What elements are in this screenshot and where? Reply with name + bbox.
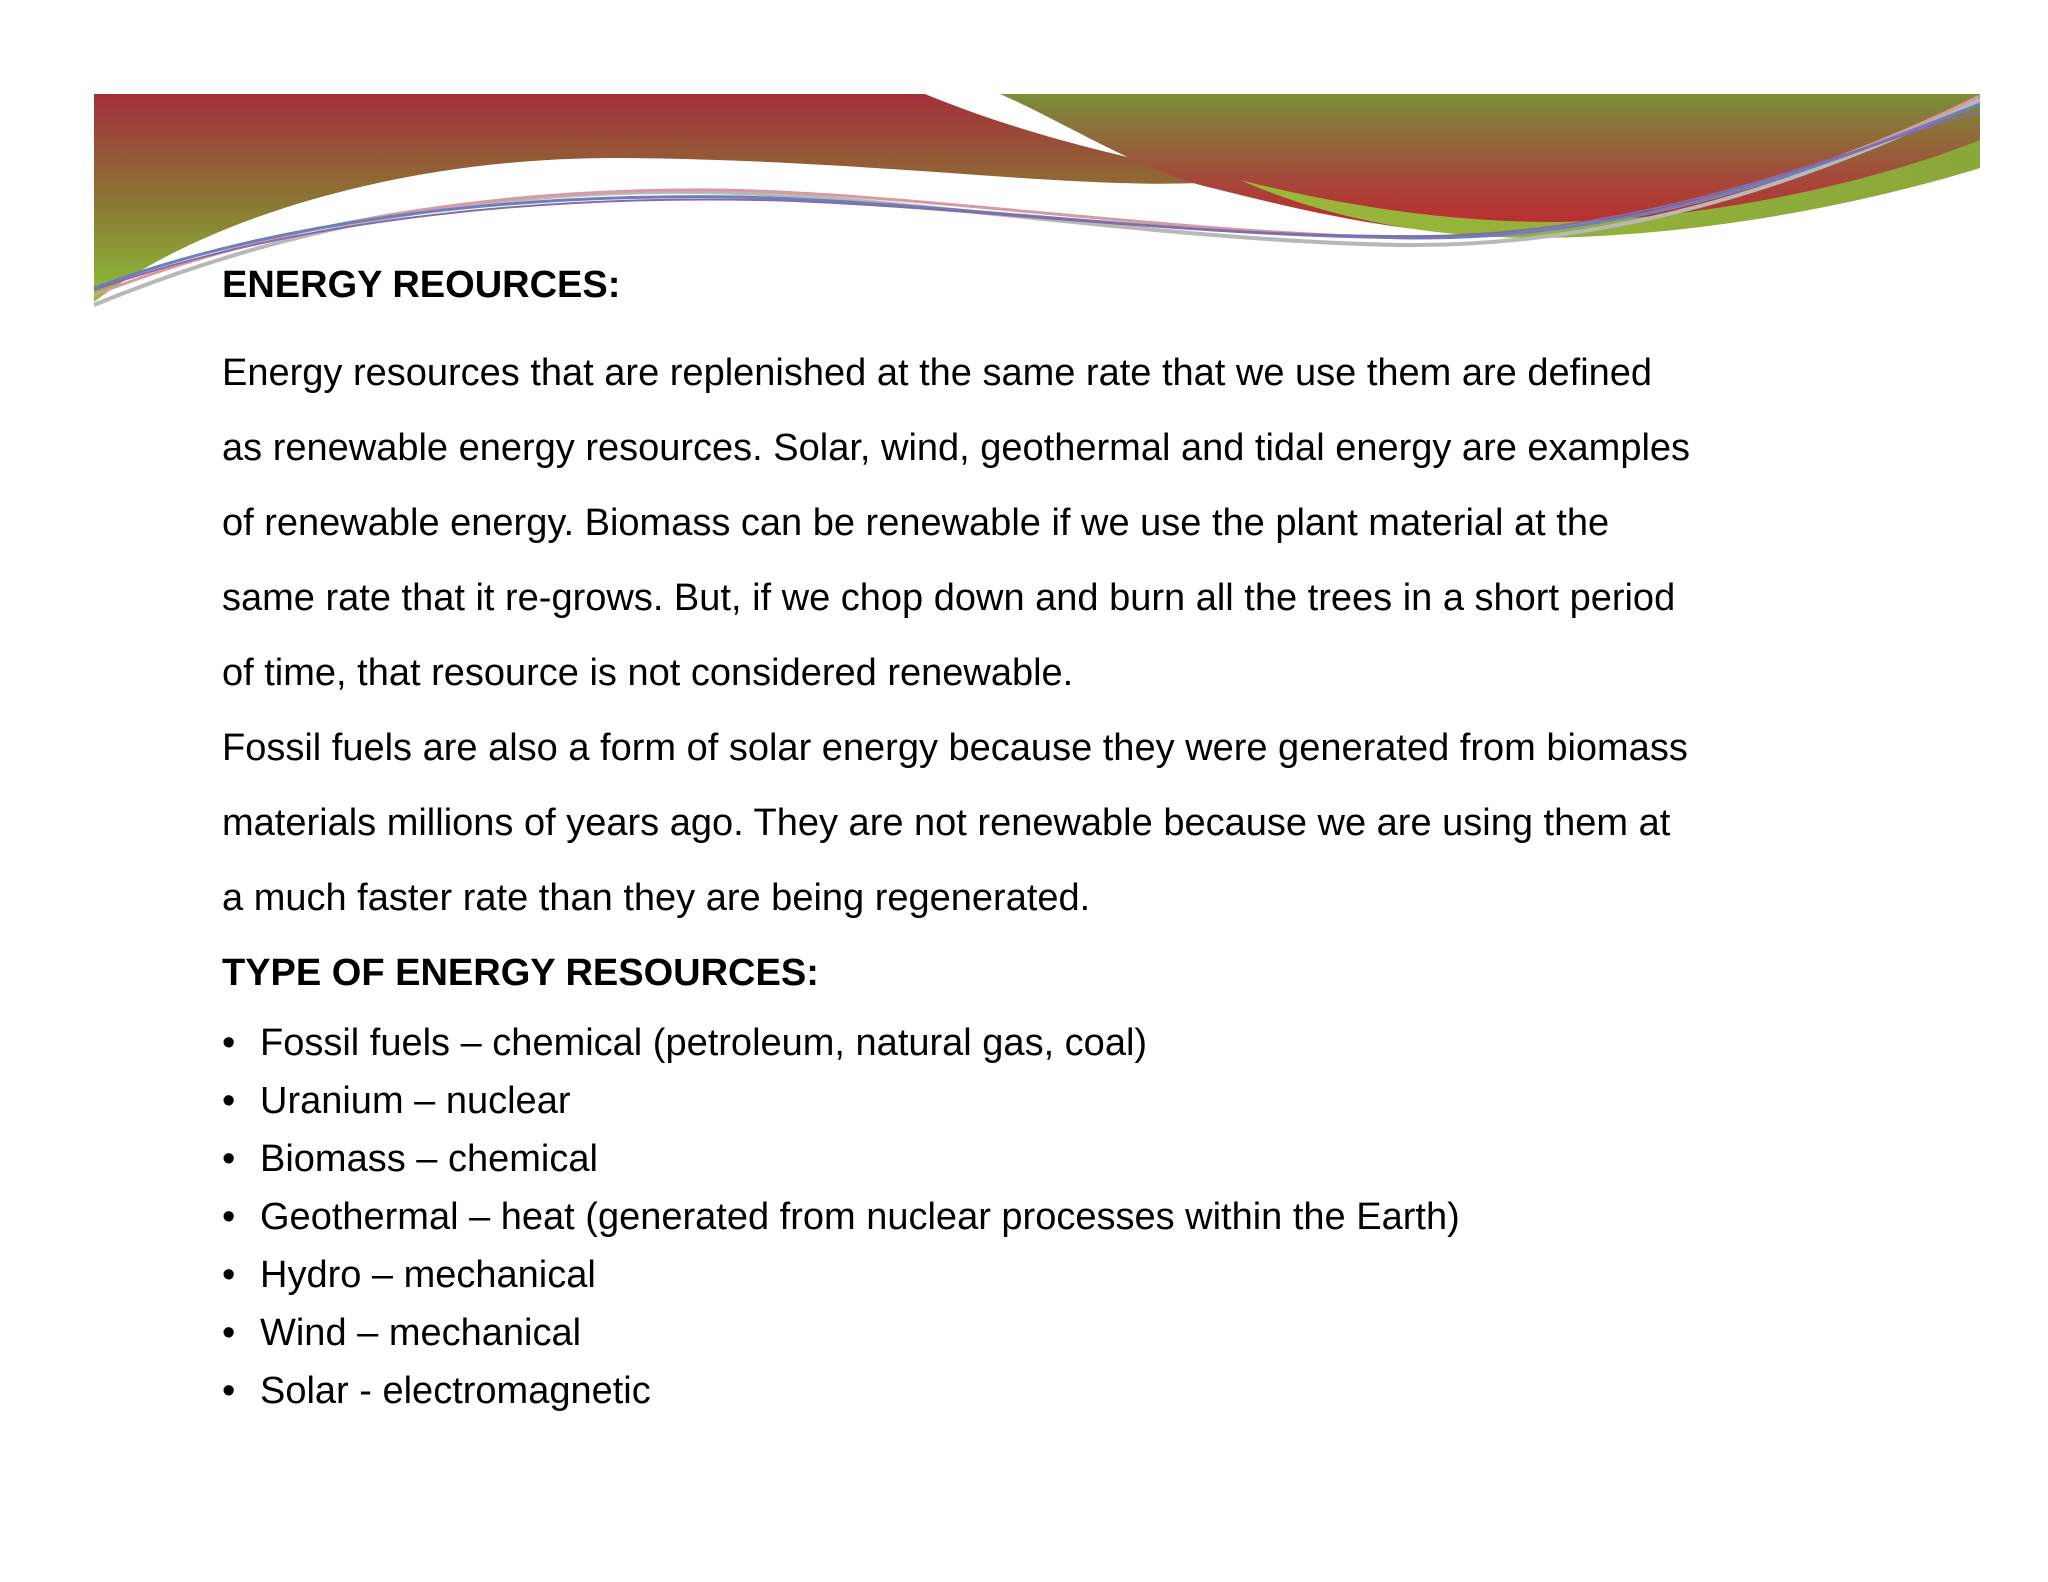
paragraph-line: a much faster rate than they are being regenerated. bbox=[222, 877, 1091, 919]
bullet-icon: • bbox=[222, 1196, 236, 1238]
right-swoosh-shape bbox=[1000, 94, 1980, 236]
main-content bbox=[222, 257, 1882, 1420]
bullet-icon: • bbox=[222, 1080, 236, 1122]
list-item-text: Geothermal – heat (generated from nuclear processes within the Earth) bbox=[260, 1196, 1460, 1238]
paragraph-line: Energy resources that are replenished at the same rate that we use them are defined bbox=[222, 352, 1653, 394]
paragraph-line: of renewable energy. Biomass can be renewable if we use the plant material at the bbox=[222, 502, 1610, 544]
list-item-text: Hydro – mechanical bbox=[260, 1254, 596, 1296]
list-item bbox=[222, 1246, 1882, 1304]
bullet-icon: • bbox=[222, 1254, 236, 1296]
section-heading-types: TYPE OF ENERGY RESOURCES: bbox=[222, 952, 819, 994]
bullet-icon: • bbox=[222, 1312, 236, 1354]
bullet-icon: • bbox=[222, 1022, 236, 1064]
paragraph-line: of time, that resource is not considered renewable. bbox=[222, 652, 1074, 694]
paragraph-line: as renewable energy resources. Solar, wind, geothermal and tidal energy are examples bbox=[222, 427, 1691, 469]
list-item bbox=[222, 1014, 1882, 1072]
list-item-text: Fossil fuels – chemical (petroleum, natural gas, coal) bbox=[260, 1022, 1148, 1064]
paragraph-line: same rate that it re-grows. But, if we chop down and burn all the trees in a short period bbox=[222, 577, 1676, 619]
list-item-text: Uranium – nuclear bbox=[260, 1080, 571, 1122]
paragraph-line: materials millions of years ago. They are not renewable because we are using them at bbox=[222, 802, 1671, 844]
list-item bbox=[222, 1130, 1882, 1188]
list-item bbox=[222, 1304, 1882, 1362]
bullet-icon: • bbox=[222, 1138, 236, 1180]
section-heading-energy-resources: ENERGY REOURCES: bbox=[222, 264, 621, 306]
energy-resources-paragraph bbox=[222, 336, 1882, 936]
list-item-text: Solar - electromagnetic bbox=[260, 1370, 651, 1412]
list-item bbox=[222, 1362, 1882, 1420]
list-item-text: Biomass – chemical bbox=[260, 1138, 598, 1180]
energy-types-list bbox=[222, 1014, 1882, 1420]
list-item-text: Wind – mechanical bbox=[260, 1312, 582, 1354]
paragraph-line: Fossil fuels are also a form of solar energy because they were generated from biomass bbox=[222, 727, 1688, 769]
bullet-icon: • bbox=[222, 1370, 236, 1412]
list-item bbox=[222, 1072, 1882, 1130]
list-item bbox=[222, 1188, 1882, 1246]
